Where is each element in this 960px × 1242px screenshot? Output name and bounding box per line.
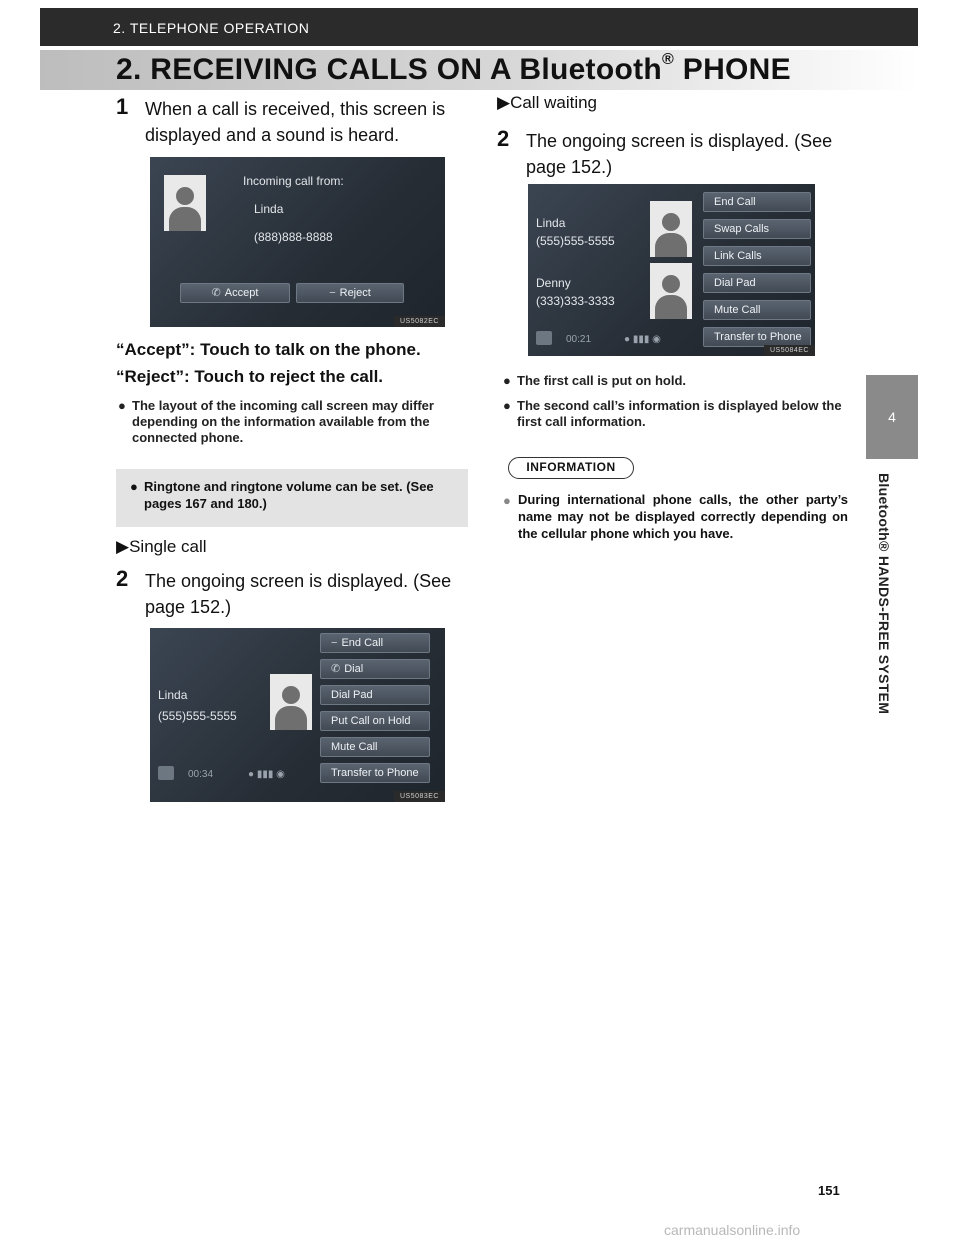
single-call-heading: ▶Single call <box>116 537 207 556</box>
mute-button[interactable]: Mute Call <box>703 300 811 320</box>
page-title-end: PHONE <box>674 53 791 86</box>
step-2-single <box>116 568 471 620</box>
chapter-label <box>868 473 916 753</box>
mute-button[interactable]: Mute Call <box>320 737 430 757</box>
page-number: 151 <box>818 1183 840 1198</box>
bullet-icon: ● <box>503 398 511 413</box>
watermark: carmanualsonline.info <box>664 1222 801 1238</box>
chapter-tab <box>866 375 918 459</box>
caller-avatar-icon <box>270 674 312 730</box>
caller-number: (555)555-5555 <box>158 709 237 723</box>
figure-code: US5083EC <box>394 791 445 802</box>
transfer-button[interactable]: Transfer to Phone <box>703 327 811 347</box>
bullet-icon: ● <box>118 398 126 413</box>
signal-status-icon: ● ▮▮▮ ◉ <box>248 769 285 780</box>
call-timer: 00:21 <box>566 334 592 345</box>
call-waiting-heading: ▶Call waiting <box>497 93 597 112</box>
second-call-note: ● The second call’s information is displayed below the first call information. <box>503 398 842 429</box>
section-header <box>40 8 918 46</box>
incoming-label: Incoming call from: <box>243 174 344 188</box>
reject-description: “Reject”: Touch to reject the call. <box>116 367 384 386</box>
end-call-button[interactable]: − End Call <box>320 633 430 653</box>
step-number: 1 <box>116 94 129 119</box>
step-number: 2 <box>116 566 129 591</box>
dial-button[interactable]: ✆ Dial <box>320 659 430 679</box>
dial-pad-button[interactable]: Dial Pad <box>320 685 430 705</box>
accept-button[interactable]: ✆ Accept <box>180 283 290 303</box>
chapter-number: 4 <box>888 409 896 425</box>
step-text: The ongoing screen is displayed. (See page 152.) <box>145 571 452 617</box>
step-text: When a call is received, this screen is displayed and a sound is heard. <box>145 99 446 145</box>
caller-number: (888)888-8888 <box>254 230 333 244</box>
step-number: 2 <box>497 126 510 151</box>
caller1-name: Linda <box>536 216 566 230</box>
hang-up-icon: − <box>329 287 336 299</box>
caller-name: Linda <box>254 202 284 216</box>
phone-icon: ✆ <box>331 663 341 675</box>
information-badge: INFORMATION <box>508 457 634 479</box>
handset-icon[interactable] <box>536 331 552 345</box>
handset-icon[interactable] <box>158 766 174 780</box>
hang-up-icon: − <box>331 637 338 649</box>
reject-button[interactable]: − Reject <box>296 283 404 303</box>
caller-avatar-icon <box>164 175 206 231</box>
link-calls-button[interactable]: Link Calls <box>703 246 811 266</box>
page-title-main: 2. RECEIVING CALLS ON A Bluetooth <box>116 53 663 86</box>
swap-calls-button[interactable]: Swap Calls <box>703 219 811 239</box>
caller-name: Linda <box>158 688 188 702</box>
phone-icon: ✆ <box>211 287 221 299</box>
registered-mark: ® <box>662 51 675 68</box>
transfer-button[interactable]: Transfer to Phone <box>320 763 430 783</box>
ringtone-note: ● Ringtone and ringtone volume can be set. (See pages 167 and 180.) <box>116 469 468 527</box>
caller2-number: (333)333-3333 <box>536 294 615 308</box>
figure-code: US5084EC <box>764 345 815 356</box>
accept-description: “Accept”: Touch to talk on the phone. <box>116 340 421 359</box>
bullet-icon: ● <box>503 493 511 508</box>
figure-code: US5082EC <box>394 316 445 327</box>
layout-note: ● The layout of the incoming call screen may differ depending on the information available from the connected phone. <box>118 398 434 445</box>
incoming-call-screen <box>150 157 445 327</box>
call-timer: 00:34 <box>188 769 214 780</box>
caller1-avatar-icon <box>650 201 692 257</box>
single-call-screen <box>150 628 445 802</box>
step-1 <box>116 96 471 148</box>
dial-pad-button[interactable]: Dial Pad <box>703 273 811 293</box>
bullet-icon: ● <box>503 373 511 388</box>
caller1-number: (555)555-5555 <box>536 234 615 248</box>
page-title <box>40 50 918 90</box>
step-2-waiting <box>497 128 852 180</box>
call-waiting-screen <box>528 184 815 356</box>
bullet-icon: ● <box>130 479 138 494</box>
section-title: 2. TELEPHONE OPERATION <box>113 20 310 36</box>
hold-button[interactable]: Put Call on Hold <box>320 711 430 731</box>
signal-status-icon: ● ▮▮▮ ◉ <box>624 334 661 345</box>
caller2-avatar-icon <box>650 263 692 319</box>
caller2-name: Denny <box>536 276 571 290</box>
end-call-button[interactable]: End Call <box>703 192 811 212</box>
information-note: ● During international phone calls, the other party’s name may not be displayed correctly depending on the cellular phone which you have. <box>503 492 848 541</box>
chapter-title: Bluetooth® HANDS-FREE SYSTEM <box>876 473 892 715</box>
hold-note: ● The first call is put on hold. <box>503 373 687 388</box>
step-text: The ongoing screen is displayed. (See page 152.) <box>526 131 833 177</box>
